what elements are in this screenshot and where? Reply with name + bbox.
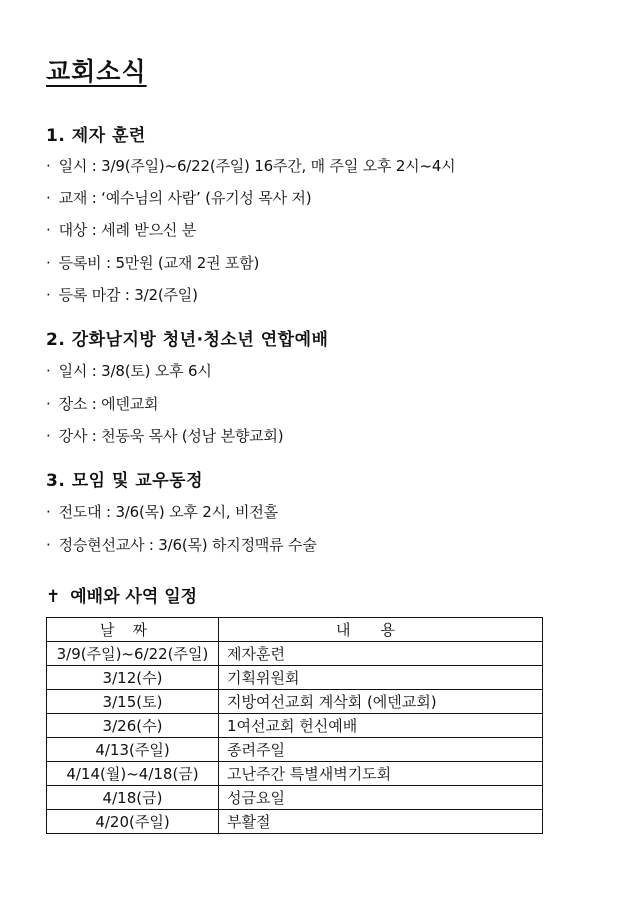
table-row [47,738,543,762]
section-heading-discipleship: 1. 제자 훈련 [46,126,146,146]
content-cell: 부활절 [219,810,543,834]
date-cell: 4/18(금) [47,786,219,810]
date-cell: 3/26(수) [47,714,219,738]
bullet-dot-icon: · [46,157,51,175]
bullet-dot-icon: · [46,189,51,207]
content-cell: 제자훈련 [219,642,543,666]
content-cell: 성금요일 [219,786,543,810]
date-cell: 4/14(월)~4/18(금) [47,762,219,786]
table-row [47,810,543,834]
bullet-dot-icon: · [46,362,51,380]
table-header-row [47,618,543,642]
date-cell: 3/15(토) [47,690,219,714]
bullet-dot-icon: · [46,254,51,272]
list-item: · 장소 : 에덴교회 [46,395,159,413]
list-item: · 정승현선교사 : 3/6(목) 하지정맥류 수술 [46,536,317,554]
date-column-header: 날짜 [47,618,219,642]
date-cell: 3/9(주일)~6/22(주일) [47,642,219,666]
bullet-dot-icon: · [46,427,51,445]
cross-icon: ✝ [46,587,61,607]
date-cell: 4/20(주일) [47,810,219,834]
bullet-dot-icon: · [46,286,51,304]
table-row [47,762,543,786]
date-cell: 4/13(주일) [47,738,219,762]
table-row [47,642,543,666]
bullet-dot-icon: · [46,221,51,239]
bullet-dot-icon: · [46,503,51,521]
bullet-dot-icon: · [46,536,51,554]
page-title: 교회소식 [46,57,147,86]
list-item: · 등록비 : 5만원 (교재 2권 포함) [46,254,260,272]
content-cell: 기획위원회 [219,666,543,690]
list-item: · 교재 : ‘예수님의 사람’ (유기성 목사 저) [46,189,312,207]
section-heading-meetings: 3. 모임 및 교우동정 [46,471,203,491]
list-item: · 강사 : 천동욱 목사 (성남 본향교회) [46,427,284,445]
list-item: · 일시 : 3/8(토) 오후 6시 [46,362,212,380]
schedule-table [46,617,543,834]
list-item: · 전도대 : 3/6(목) 오후 2시, 비전홀 [46,503,278,521]
list-item: · 등록 마감 : 3/2(주일) [46,286,198,304]
table-row [47,714,543,738]
content-cell: 종려주일 [219,738,543,762]
table-row [47,690,543,714]
content-cell: 고난주간 특별새벽기도회 [219,762,543,786]
list-item: · 일시 : 3/9(주일)~6/22(주일) 16주간, 매 주일 오후 2시~4시 [46,157,456,175]
list-item: · 대상 : 세례 받으신 분 [46,221,197,239]
section-heading-joint-worship: 2. 강화남지방 청년·청소년 연합예배 [46,330,329,350]
table-row [47,786,543,810]
date-cell: 3/12(수) [47,666,219,690]
bullet-dot-icon: · [46,395,51,413]
schedule-title: ✝ 예배와 사역 일정 [46,587,198,607]
content-column-header: 내용 [219,618,543,642]
content-cell: 1여선교회 헌신예배 [219,714,543,738]
content-cell: 지방여선교회 계삭회 (에덴교회) [219,690,543,714]
table-row [47,666,543,690]
